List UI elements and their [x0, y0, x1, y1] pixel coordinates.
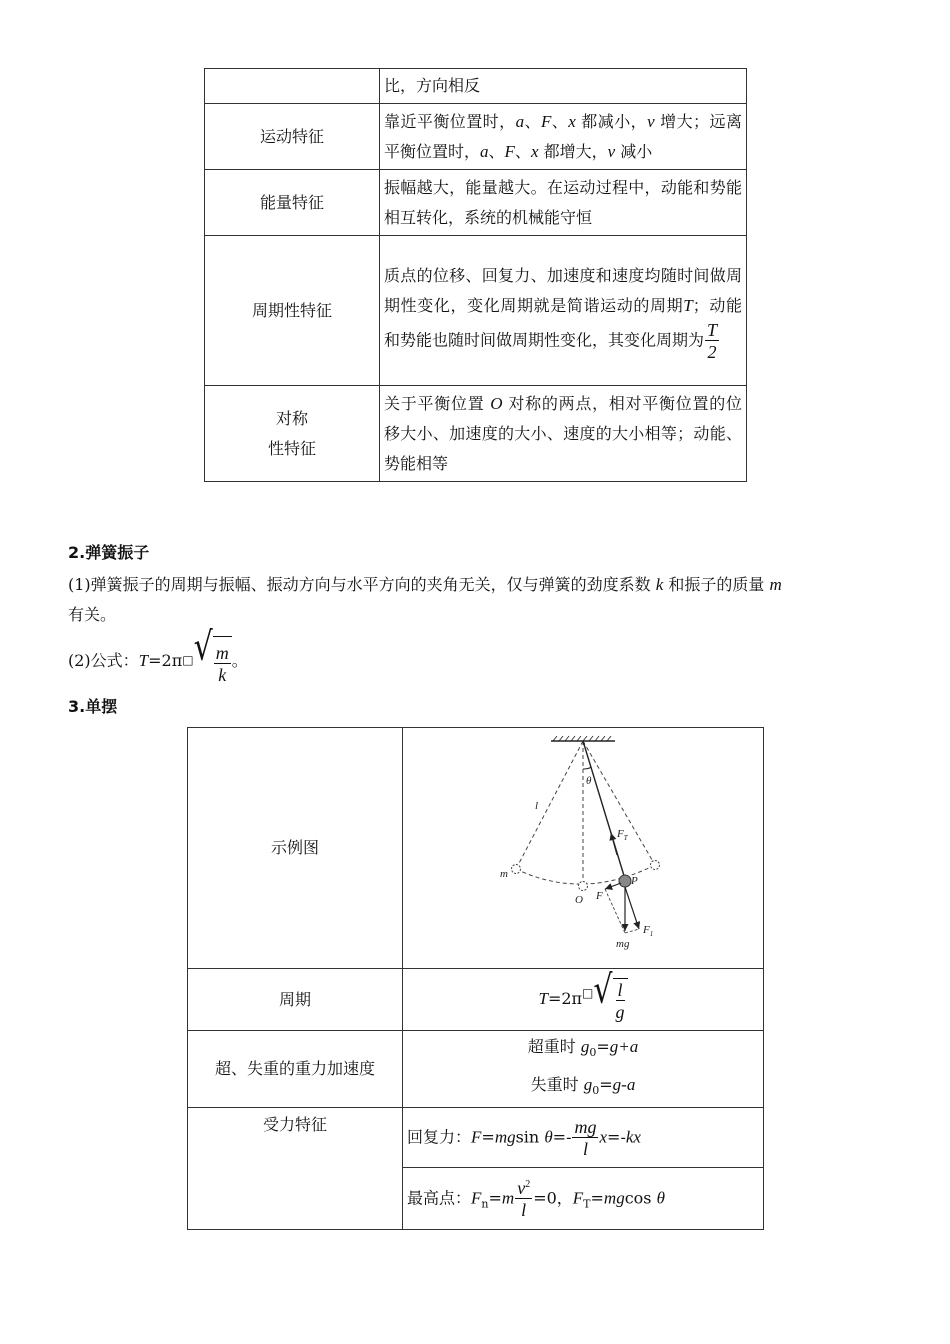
table-row	[205, 170, 747, 236]
row-label-gravity: 超、失重的重力加速度	[188, 1031, 403, 1108]
row-text-motion: 靠近平衡位置时，a、F、x 都减小，v 增大；远离平衡位置时，a、F、x 都增大，v 减小	[380, 104, 747, 170]
table-row	[205, 69, 747, 104]
row-label-figure: 示例图	[188, 728, 403, 969]
section-heading-spring: 2.弹簧振子	[68, 543, 150, 562]
row-label-force: 受力特征	[188, 1108, 403, 1230]
pendulum-figure-cell	[403, 728, 764, 969]
pendulum-table	[187, 727, 764, 1230]
label-p: P	[631, 874, 638, 887]
spring-paragraph-1: (1)弹簧振子的周期与振幅、振动方向与水平方向的夹角无关，仅与弹簧的劲度系数 k 和振子的质量 m 有关。	[68, 575, 782, 624]
row-label-energy: 能量特征	[205, 170, 380, 236]
bob	[619, 875, 631, 887]
gravity-formulas	[403, 1031, 764, 1108]
table-row	[205, 386, 747, 482]
f1-arrow	[625, 887, 639, 929]
restoring-arrow	[605, 883, 621, 889]
fraction: $\frac{T}{2}$	[707, 319, 718, 362]
label-f1: $F_1$	[643, 923, 654, 938]
table-row	[205, 236, 747, 386]
highest-point-formula: 最高点：$F_n=m$ $\frac{v^2}{l}$ =0，$F_T=mgcos$ θ	[403, 1168, 764, 1230]
row-text: 比，方向相反	[380, 69, 747, 104]
right-bob	[651, 860, 660, 869]
table-row	[188, 728, 764, 969]
row-text-energy: 振幅越大，能量越大。在运动过程中，动能和势能相互转化，系统的机械能守恒	[380, 170, 747, 236]
right-string	[583, 741, 655, 865]
table-row	[188, 1108, 764, 1168]
pendulum-diagram	[403, 729, 764, 968]
square-root: □ √ $\frac{l}{g}$	[582, 978, 627, 1021]
label-ft: $F_T$	[617, 827, 628, 842]
underweight-formula: 失重时 $g_0=g-a$	[530, 1075, 636, 1098]
pendulum-string	[583, 741, 625, 879]
table-row	[205, 104, 747, 170]
label-l: l	[535, 799, 539, 812]
period-formula: T=2π □ √ $\frac{l}{g}$	[403, 969, 764, 1031]
row-text-symmetry: 关于平衡位置 O 对称的两点，相对平衡位置的位移大小、加速度的大小、速度的大小相等；动能、势能相等	[380, 386, 747, 482]
spring-formula: (2)公式：T=2π □ √ $\frac{m}{k}$ 。	[68, 636, 880, 687]
characteristics-table	[204, 68, 747, 482]
row-label-periodic: 周期性特征	[205, 236, 380, 386]
label-m: m	[500, 867, 508, 880]
left-bob	[512, 864, 521, 873]
row-label	[205, 69, 380, 104]
theta-arc	[583, 767, 591, 769]
center-bob	[579, 881, 588, 890]
row-label-symmetry: 对称 性特征	[205, 386, 380, 482]
table-row	[188, 1031, 764, 1108]
label-mg: mg	[616, 937, 630, 950]
restoring-force-formula: 回复力：F=mgsin θ=- $\frac{mg}{l}$ x=-kx	[403, 1108, 764, 1168]
row-text-periodic: 质点的位移、回复力、加速度和速度均随时间做周期性变化，变化周期就是简谐运动的周期T；动能和势能也随时间做周期性变化，其变化周期为 $\frac{T}{2}$	[380, 236, 747, 386]
overweight-formula: 超重时 $g_0=g+a$	[527, 1037, 639, 1060]
table-row	[188, 969, 764, 1031]
label-o: O	[575, 893, 583, 906]
section-heading-pendulum: 3.单摆	[68, 697, 118, 716]
row-label-period: 周期	[188, 969, 403, 1031]
left-string	[516, 741, 583, 869]
label-f: F	[596, 889, 603, 902]
square-root: □ √ $\frac{m}{k}$	[182, 636, 231, 687]
row-label-motion: 运动特征	[205, 104, 380, 170]
label-theta: θ	[586, 774, 592, 787]
ceiling	[551, 736, 615, 741]
